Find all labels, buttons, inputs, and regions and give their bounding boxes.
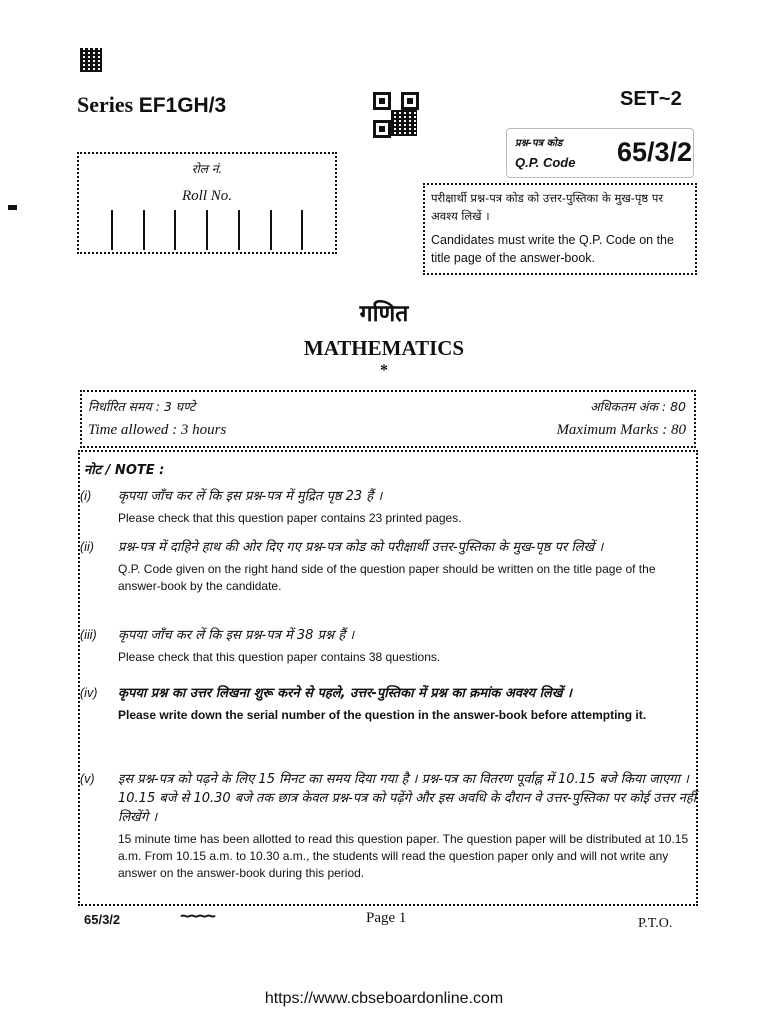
note-item-5 bbox=[82, 770, 702, 882]
candidate-note-english: Candidates must write the Q.P. Code on the title page of the answer-book. bbox=[431, 233, 674, 265]
note-hindi: प्रश्न-पत्र में दाहिने हाथ की ओर दिए गए प्रश्न-पत्र कोड को परीक्षार्थी उत्तर-पुस्तिका के मुख-पृष्ठ पर लिखें । bbox=[118, 540, 604, 555]
candidate-note-box bbox=[423, 183, 697, 275]
qp-code-box bbox=[506, 128, 694, 178]
series-line bbox=[77, 92, 226, 118]
series-label: Series bbox=[77, 92, 134, 117]
set-number: SET~2 bbox=[620, 88, 682, 110]
qp-code-value: 65/3/2 bbox=[617, 137, 693, 167]
roll-number-box bbox=[77, 152, 337, 254]
note-item-4 bbox=[82, 684, 702, 724]
title-english: MATHEMATICS bbox=[303, 336, 465, 360]
note-item-2 bbox=[82, 538, 702, 595]
note-hindi: कृपया प्रश्न का उत्तर लिखना शुरू करने से पहले, उत्तर-पुस्तिका में प्रश्न का क्रमांक अवश्य लिखें । bbox=[118, 686, 572, 701]
note-english: Please check that this question paper contains 23 printed pages. bbox=[118, 511, 462, 525]
note-hindi: कृपया जाँच कर लें कि इस प्रश्न-पत्र में मुद्रित पृष्ठ 23 हैं । bbox=[118, 489, 383, 504]
qr-code bbox=[373, 92, 419, 138]
note-hindi: इस प्रश्न-पत्र को पढ़ने के लिए 15 मिनट का समय दिया गया है । प्रश्न-पत्र का वितरण पूर्वाह्न में 10.15 बजे किया जाएगा । 10.15 बजे से 10.30 बजे तक छात्र केवल प्रश्न-पत्र को पढ़ेंगे और इस अवधि के दौरान वे उत्तर-पुस्तिका पर कोई उत्तर नहीं लिखेंगे । bbox=[118, 772, 697, 825]
note-english: Q.P. Code given on the right hand side of the question paper should be written on the title page of the answer-book by the candidate. bbox=[118, 562, 656, 593]
title-hindi: गणित bbox=[359, 301, 409, 327]
time-hindi: निर्धारित समय : 3 घण्टे bbox=[88, 399, 196, 414]
series-code: EF1GH/3 bbox=[138, 94, 227, 117]
note-number: (ii) bbox=[80, 540, 94, 554]
qp-code-hindi: प्रश्न-पत्र कोड bbox=[515, 138, 563, 149]
note-number: (iv) bbox=[80, 686, 98, 700]
qp-code-label: Q.P. Code bbox=[515, 155, 576, 170]
note-english: Please check that this question paper contains 38 questions. bbox=[118, 650, 441, 664]
title-star: * bbox=[380, 362, 388, 379]
marks-hindi: अधिकतम अंक : 80 bbox=[590, 399, 686, 414]
note-item-3 bbox=[82, 626, 702, 666]
pto-label: P.T.O. bbox=[638, 916, 673, 931]
website-link[interactable]: https://www.cbseboardonline.com bbox=[264, 990, 504, 1007]
note-number: (i) bbox=[80, 489, 92, 503]
note-english: 15 minute time has been allotted to read this question paper. The question paper will be distributed at 10.15 a.m. From 10.15 a.m. to 10.30 a.m., the students will read the question paper only and will not write any answer on the answer-book during this period. bbox=[118, 832, 689, 880]
page-number: Page 1 bbox=[366, 910, 407, 926]
roll-label-english: Roll No. bbox=[181, 188, 232, 204]
roll-number-cells[interactable] bbox=[81, 210, 333, 250]
small-qr-code bbox=[80, 48, 102, 72]
note-number: (v) bbox=[80, 772, 95, 786]
candidate-note-hindi: परीक्षार्थी प्रश्न-पत्र कोड को उत्तर-पुस्तिका के मुख-पृष्ठ पर अवश्य लिखें । bbox=[431, 191, 664, 223]
time-marks-box bbox=[80, 390, 696, 448]
note-hindi: कृपया जाँच कर लें कि इस प्रश्न-पत्र में 38 प्रश्न हैं । bbox=[118, 628, 355, 643]
note-number: (iii) bbox=[80, 628, 97, 642]
marks-english: Maximum Marks : 80 bbox=[556, 422, 686, 438]
roll-label-hindi: रोल नं. bbox=[191, 162, 223, 176]
note-item-1 bbox=[82, 487, 702, 527]
footer-tilde: ~~~~ bbox=[180, 906, 215, 926]
footer-code: 65/3/2 bbox=[84, 912, 121, 927]
time-english: Time allowed : 3 hours bbox=[88, 422, 227, 438]
notes-heading: नोट / NOTE : bbox=[84, 463, 165, 478]
note-english: Please write down the serial number of the question in the answer-book before attempting it. bbox=[118, 708, 647, 722]
margin-mark bbox=[8, 205, 17, 210]
